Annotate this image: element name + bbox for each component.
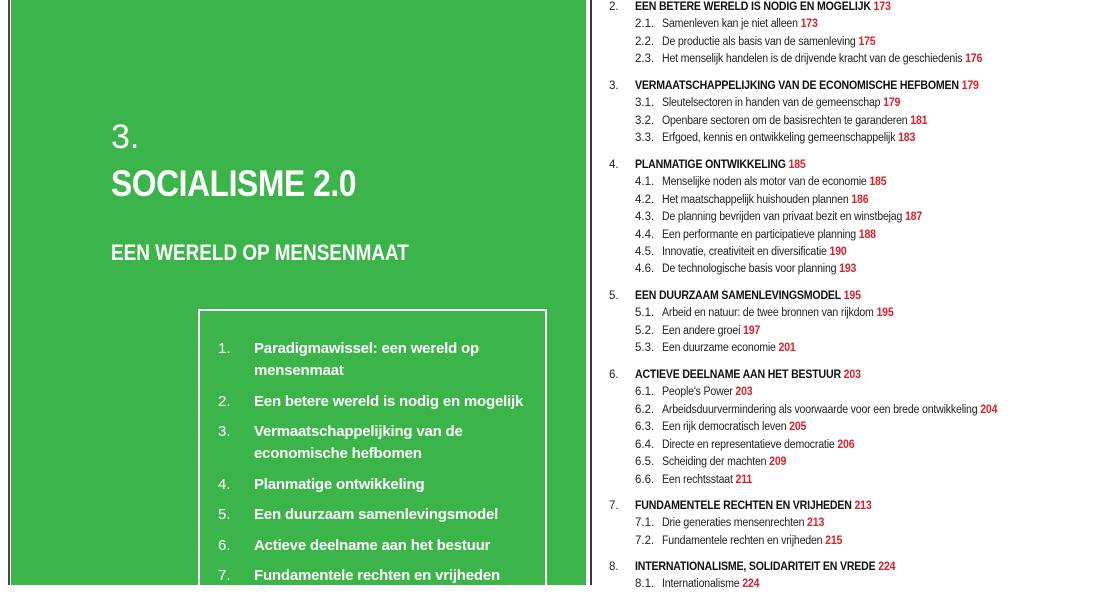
section-label: Een duurzaam samenlevingsmodel <box>254 506 499 523</box>
toc-sub-number: 4.2. <box>635 194 655 206</box>
page-number: 224 <box>742 578 760 590</box>
page-number: 205 <box>789 421 807 433</box>
toc-sub-title: Fundamentele rechten en vrijheden 215 <box>662 535 843 547</box>
section-number: 3. <box>218 423 231 440</box>
toc-sub-number: 6.5. <box>635 456 655 468</box>
toc-sub-title: Arbeidsduurvermindering als voorwaarde voor een brede ontwikkeling 204 <box>662 404 998 416</box>
toc-sub-number: 6.2. <box>635 404 655 416</box>
section-label: Fundamentele rechten en vrijheden <box>254 567 500 584</box>
toc-sub-title: People's Power 203 <box>662 386 753 398</box>
toc-chapter-number: 7. <box>609 500 619 512</box>
toc-sub-number: 6.1. <box>635 386 655 398</box>
toc-chapter-number: 8. <box>609 561 619 573</box>
chapter-subtitle: EEN WERELD OP MENSENMAAT <box>111 240 409 265</box>
section-number: 1. <box>218 340 231 357</box>
section-number: 4. <box>218 476 231 493</box>
page-number: 190 <box>829 246 847 258</box>
toc-sub-title: Het menselijk handelen is de drijvende kracht van de geschiedenis 176 <box>662 53 983 65</box>
page-number: 195 <box>876 307 894 319</box>
page-number: 185 <box>869 176 887 188</box>
section-number: 2. <box>218 393 231 410</box>
page-number: 187 <box>904 211 923 223</box>
toc-sub-number: 8.1. <box>635 578 655 590</box>
page-number: 213 <box>854 500 872 512</box>
toc-sub-number: 3.3. <box>635 132 655 144</box>
toc-chapter-title: VERMAATSCHAPPELIJKING VAN DE ECONOMISCHE HEFBOMEN 179 <box>635 80 979 92</box>
page-number: 173 <box>873 1 891 13</box>
toc-sub-title: Een rijk democratisch leven 205 <box>662 421 807 433</box>
toc-sub-number: 4.6. <box>635 263 655 275</box>
toc-sub-title: Arbeid en natuur: de twee bronnen van rijkdom 195 <box>662 307 894 319</box>
toc-chapter-title: ACTIEVE DEELNAME AAN HET BESTUUR 203 <box>635 369 861 381</box>
page-number: 176 <box>965 53 983 65</box>
page-number: 213 <box>807 517 825 529</box>
toc-sub-title: Een duurzame economie 201 <box>662 342 796 354</box>
toc-sub-title: Het maatschappelijk huishouden plannen 186 <box>662 194 869 206</box>
toc-chapter-title: EEN BETERE WERELD IS NODIG EN MOGELIJK 173 <box>635 1 891 13</box>
toc-sub-number: 5.1. <box>635 307 655 319</box>
section-number: 6. <box>218 537 231 554</box>
section-label: Paradigmawissel: een wereld op mensenmaat <box>254 340 479 379</box>
page-number: 203 <box>843 369 861 381</box>
toc-chapter-number: 5. <box>609 290 619 302</box>
toc-sub-number: 4.3. <box>635 211 655 223</box>
page-number: 197 <box>743 325 761 337</box>
toc-chapter-title: FUNDAMENTELE RECHTEN EN VRIJHEDEN 213 <box>635 500 872 512</box>
toc-sub-number: 6.3. <box>635 421 655 433</box>
toc-chapter-number: 4. <box>609 159 619 171</box>
toc-sub-title: De technologische basis voor planning 193 <box>662 263 857 275</box>
page-number: 201 <box>778 342 796 354</box>
section-label: Vermaatschappelijking van de economische hefbomen <box>254 423 463 462</box>
toc-sub-title: Sleutelsectoren in handen van de gemeenschap 179 <box>662 97 901 109</box>
page-number: 173 <box>800 18 818 30</box>
page-number: 183 <box>898 132 916 144</box>
toc-sub-title: Menselijke noden als motor van de economie 185 <box>662 176 887 188</box>
section-label: Een betere wereld is nodig en mogelijk <box>254 393 524 410</box>
page-number: 181 <box>910 115 928 127</box>
section-label: Planmatige ontwikkeling <box>254 476 425 493</box>
chapter-title: SOCIALISME 2.0 <box>111 163 357 204</box>
section-number: 7. <box>218 567 231 584</box>
page-number: 188 <box>858 229 876 241</box>
page-number: 206 <box>837 439 855 451</box>
toc-sub-number: 2.1. <box>635 18 655 30</box>
toc-sub-title: Openbare sectoren om de basisrechten te garanderen 181 <box>662 115 928 127</box>
toc-sub-number: 3.2. <box>635 115 655 127</box>
page-number: 175 <box>858 36 876 48</box>
page-number: 211 <box>735 474 753 486</box>
toc-sub-title: Samenleven kan je niet alleen 173 <box>662 18 818 30</box>
toc-sub-title: Internationalisme 224 <box>662 578 760 590</box>
toc-sub-number: 2.2. <box>635 36 655 48</box>
toc-chapter-title: PLANMATIGE ONTWIKKELING 185 <box>635 159 806 171</box>
page-number: 195 <box>843 290 861 302</box>
toc-sub-number: 4.5. <box>635 246 655 258</box>
toc-sub-title: Erfgoed, kennis en ontwikkeling gemeenschappelijk 183 <box>662 132 916 144</box>
toc-sub-title: Innovatie, creativiteit en diversificatie 190 <box>662 246 847 258</box>
toc-chapter-number: 2. <box>609 1 619 13</box>
page-number: 204 <box>980 404 998 416</box>
toc-sub-title: Een performante en participatieve planning 188 <box>662 229 876 241</box>
toc-chapter-title: EEN DUURZAAM SAMENLEVINGSMODEL 195 <box>635 290 861 302</box>
section-label: Actieve deelname aan het bestuur <box>254 537 491 554</box>
toc-sub-number: 5.2. <box>635 325 655 337</box>
toc-sub-number: 5.3. <box>635 342 655 354</box>
toc-sub-number: 2.3. <box>635 53 655 65</box>
toc-chapter-title: INTERNATIONALISME, SOLIDARITEIT EN VREDE 224 <box>635 561 896 573</box>
toc-sub-title: De productie als basis van de samenleving 175 <box>662 36 876 48</box>
toc-sub-number: 6.4. <box>635 439 655 451</box>
toc-sub-number: 6.6. <box>635 474 655 486</box>
page-number: 224 <box>878 561 896 573</box>
toc-sub-number: 7.1. <box>635 517 655 529</box>
toc-chapter-number: 6. <box>609 369 619 381</box>
toc-sub-number: 4.1. <box>635 176 655 188</box>
page-number: 179 <box>883 97 901 109</box>
toc-sub-title: Drie generaties mensenrechten 213 <box>662 517 825 529</box>
toc-sub-title: Directe en representatieve democratie 206 <box>662 439 855 451</box>
page-number: 193 <box>839 263 857 275</box>
toc-sub-title: De planning bevrijden van privaat bezit en winstbejag 187 <box>662 211 923 223</box>
page-number: 186 <box>851 194 869 206</box>
page-number: 179 <box>961 80 979 92</box>
toc-sub-number: 3.1. <box>635 97 655 109</box>
page-number: 185 <box>788 159 806 171</box>
toc-sub-number: 7.2. <box>635 535 655 547</box>
section-number: 5. <box>218 506 231 523</box>
page-number: 215 <box>825 535 843 547</box>
page-number: 203 <box>735 386 753 398</box>
page-number: 209 <box>769 456 787 468</box>
toc-sub-title: Een rechtsstaat 211 <box>662 474 753 486</box>
toc-sub-title: Scheiding der machten 209 <box>662 456 787 468</box>
toc-sub-title: Een andere groei 197 <box>662 325 761 337</box>
toc-chapter-number: 3. <box>609 80 619 92</box>
toc-sub-number: 4.4. <box>635 229 655 241</box>
chapter-number: 3. <box>111 118 140 156</box>
